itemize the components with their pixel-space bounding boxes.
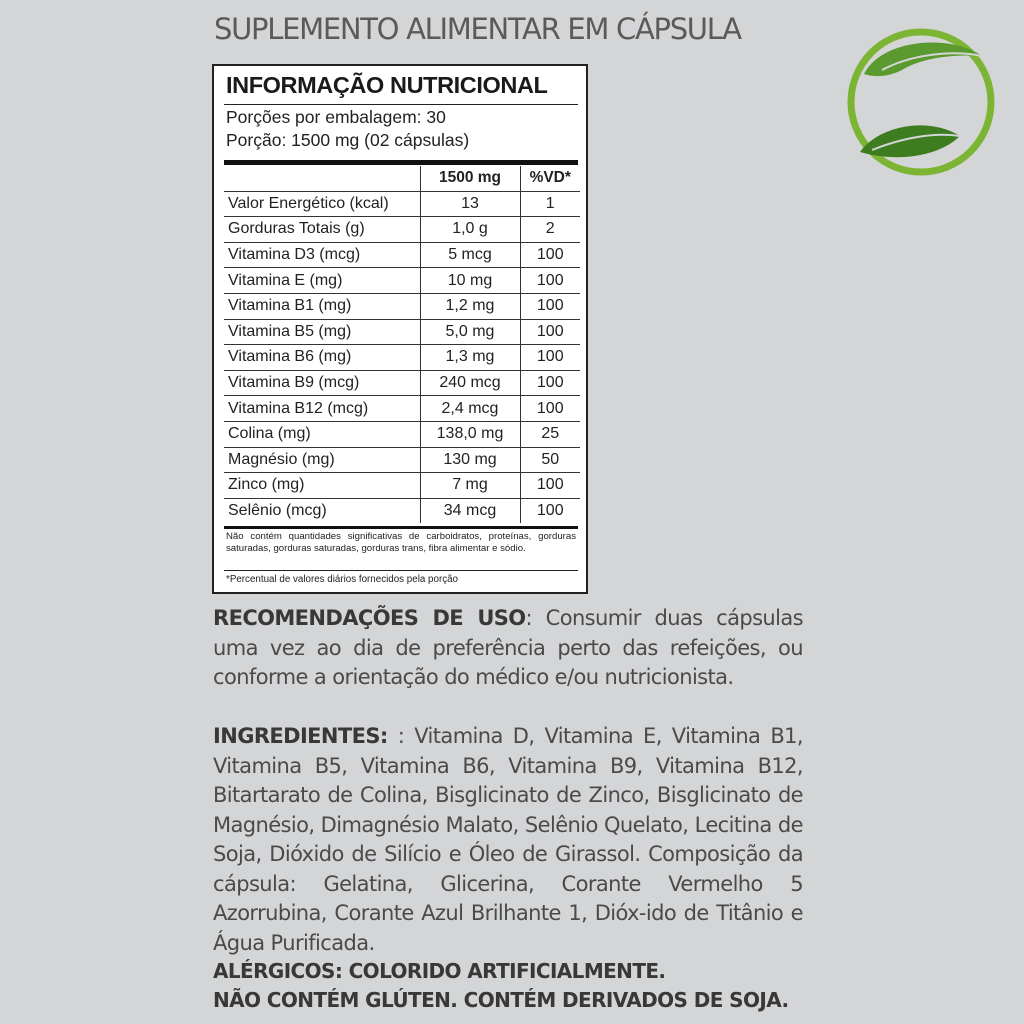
divider-thick — [224, 526, 578, 529]
nutrient-dv: 100 — [520, 242, 580, 268]
usage-recommendations — [213, 604, 803, 693]
nutrient-name: Vitamina B1 (mg) — [224, 293, 420, 319]
nutrient-dv: 100 — [520, 345, 580, 371]
nutrient-name: Magnésio (mg) — [224, 447, 420, 473]
nutrient-dv: 100 — [520, 319, 580, 345]
nutrition-footnote: *Percentual de valores diários fornecidos pela porção — [226, 574, 458, 585]
nutrient-amount: 1,0 g — [420, 217, 520, 243]
allergens-warning: ALÉRGICOS: COLORIDO ARTIFICIALMENTE. — [213, 959, 666, 983]
nutrient-dv: 100 — [520, 473, 580, 499]
nutrient-dv: 100 — [520, 498, 580, 523]
nutrient-dv: 25 — [520, 421, 580, 447]
nutrient-name: Vitamina B6 (mg) — [224, 345, 420, 371]
nutrient-name: Selênio (mcg) — [228, 502, 327, 520]
nutrition-heading: INFORMAÇÃO NUTRICIONAL — [226, 72, 548, 98]
table-row — [224, 293, 580, 319]
nutrient-amount: 10 mg — [420, 268, 520, 294]
table-row — [224, 447, 580, 473]
table-row — [224, 217, 580, 243]
nutrition-table — [224, 166, 580, 523]
table-row — [224, 268, 580, 294]
divider — [224, 104, 578, 105]
nutrient-dv: 100 — [520, 396, 580, 422]
table-row — [224, 473, 580, 499]
column-header — [224, 166, 420, 191]
nutrient-name: Valor Energético (kcal) — [224, 191, 420, 217]
nutrient-dv: 100 — [520, 268, 580, 294]
nutrient-amount: 240 mcg — [420, 370, 520, 396]
nutrient-amount: 1,2 mg — [420, 293, 520, 319]
table-row — [224, 421, 580, 447]
nutrition-note: Não contém quantidades significativas de carboidratos, proteínas, gorduras saturadas, gorduras saturadas, gorduras trans, fibra alimentar e sódio. — [226, 531, 576, 554]
nutrient-amount: 34 mcg — [420, 498, 520, 523]
table-row — [224, 242, 580, 268]
nutrient-amount: 130 mg — [420, 447, 520, 473]
nutrient-name: Vitamina B5 (mg) — [224, 319, 420, 345]
divider — [224, 570, 578, 571]
nutrient-name: Colina (mg) — [224, 421, 420, 447]
divider-thick — [224, 160, 578, 165]
nutrient-dv: 1 — [520, 191, 580, 217]
usage-text: : Consumir duas cápsulas uma vez ao dia de preferência perto das refeições, ou conforme a orientação do médico e/ou nutricionista. — [213, 606, 803, 689]
ingredients-section — [213, 722, 803, 958]
nutrient-dv: 2 — [520, 217, 580, 243]
nutrient-name: Vitamina B9 (mcg) — [224, 370, 420, 396]
gluten-soy-warning: NÃO CONTÉM GLÚTEN. CONTÉM DERIVADOS DE SOJA. — [213, 988, 789, 1012]
nutrient-name: Vitamina D3 (mcg) — [224, 242, 420, 268]
table-header-row — [224, 166, 580, 191]
usage-label: RECOMENDAÇÕES DE USO — [213, 606, 526, 630]
nutrient-dv: 100 — [520, 370, 580, 396]
table-row — [224, 345, 580, 371]
nutrient-amount: 7 mg — [420, 473, 520, 499]
table-row — [224, 191, 580, 217]
servings-per-pack: Porções por embalagem: 30 — [226, 107, 446, 127]
nutrient-name: Vitamina B12 (mcg) — [224, 396, 420, 422]
nutrient-amount: 5 mcg — [420, 242, 520, 268]
nutrient-dv: 50 — [520, 447, 580, 473]
page-title: SUPLEMENTO ALIMENTAR EM CÁPSULA — [214, 12, 741, 46]
nutrient-dv: 100 — [520, 293, 580, 319]
column-header-dv: %VD* — [520, 166, 580, 191]
ingredients-text: : Vitamina D, Vitamina E, Vitamina B1, Vitamina B5, Vitamina B6, Vitamina B9, Vitamina B12, Bitartarato de Colina, Bisglicinato de Zinco, Bisglicinato de Magnésio, Dimagnésio Malato, Selênio Quelato, Lecitina de Soja, Dióxido de Silício e Óleo de Girassol. Composição da cápsula: Gelatina, Glicerina, Corante Vermelho 5 Azorrubina, Corante Azul Brilhante 1, Dióx-ido de Titânio e Água Purificada. — [213, 724, 803, 955]
serving-size: Porção: 1500 mg (02 cápsulas) — [226, 130, 470, 150]
nutrient-amount: 138,0 mg — [420, 421, 520, 447]
nutrient-amount: 2,4 mcg — [420, 396, 520, 422]
nutrient-amount: 5,0 mg — [420, 319, 520, 345]
nutrient-amount: 13 — [420, 191, 520, 217]
column-header-amount: 1500 mg — [420, 166, 520, 191]
nutrition-facts-panel — [212, 64, 588, 594]
leaf-circle-logo-icon — [842, 14, 1000, 190]
ingredients-label: INGREDIENTES: — [213, 724, 388, 748]
nutrient-name: Vitamina E (mg) — [224, 268, 420, 294]
nutrient-amount: 1,3 mg — [420, 345, 520, 371]
table-row — [224, 396, 580, 422]
table-row — [224, 319, 580, 345]
table-row — [224, 498, 580, 523]
table-row — [224, 370, 580, 396]
nutrient-name: Zinco (mg) — [224, 473, 420, 499]
nutrient-name: Gorduras Totais (g) — [224, 217, 420, 243]
